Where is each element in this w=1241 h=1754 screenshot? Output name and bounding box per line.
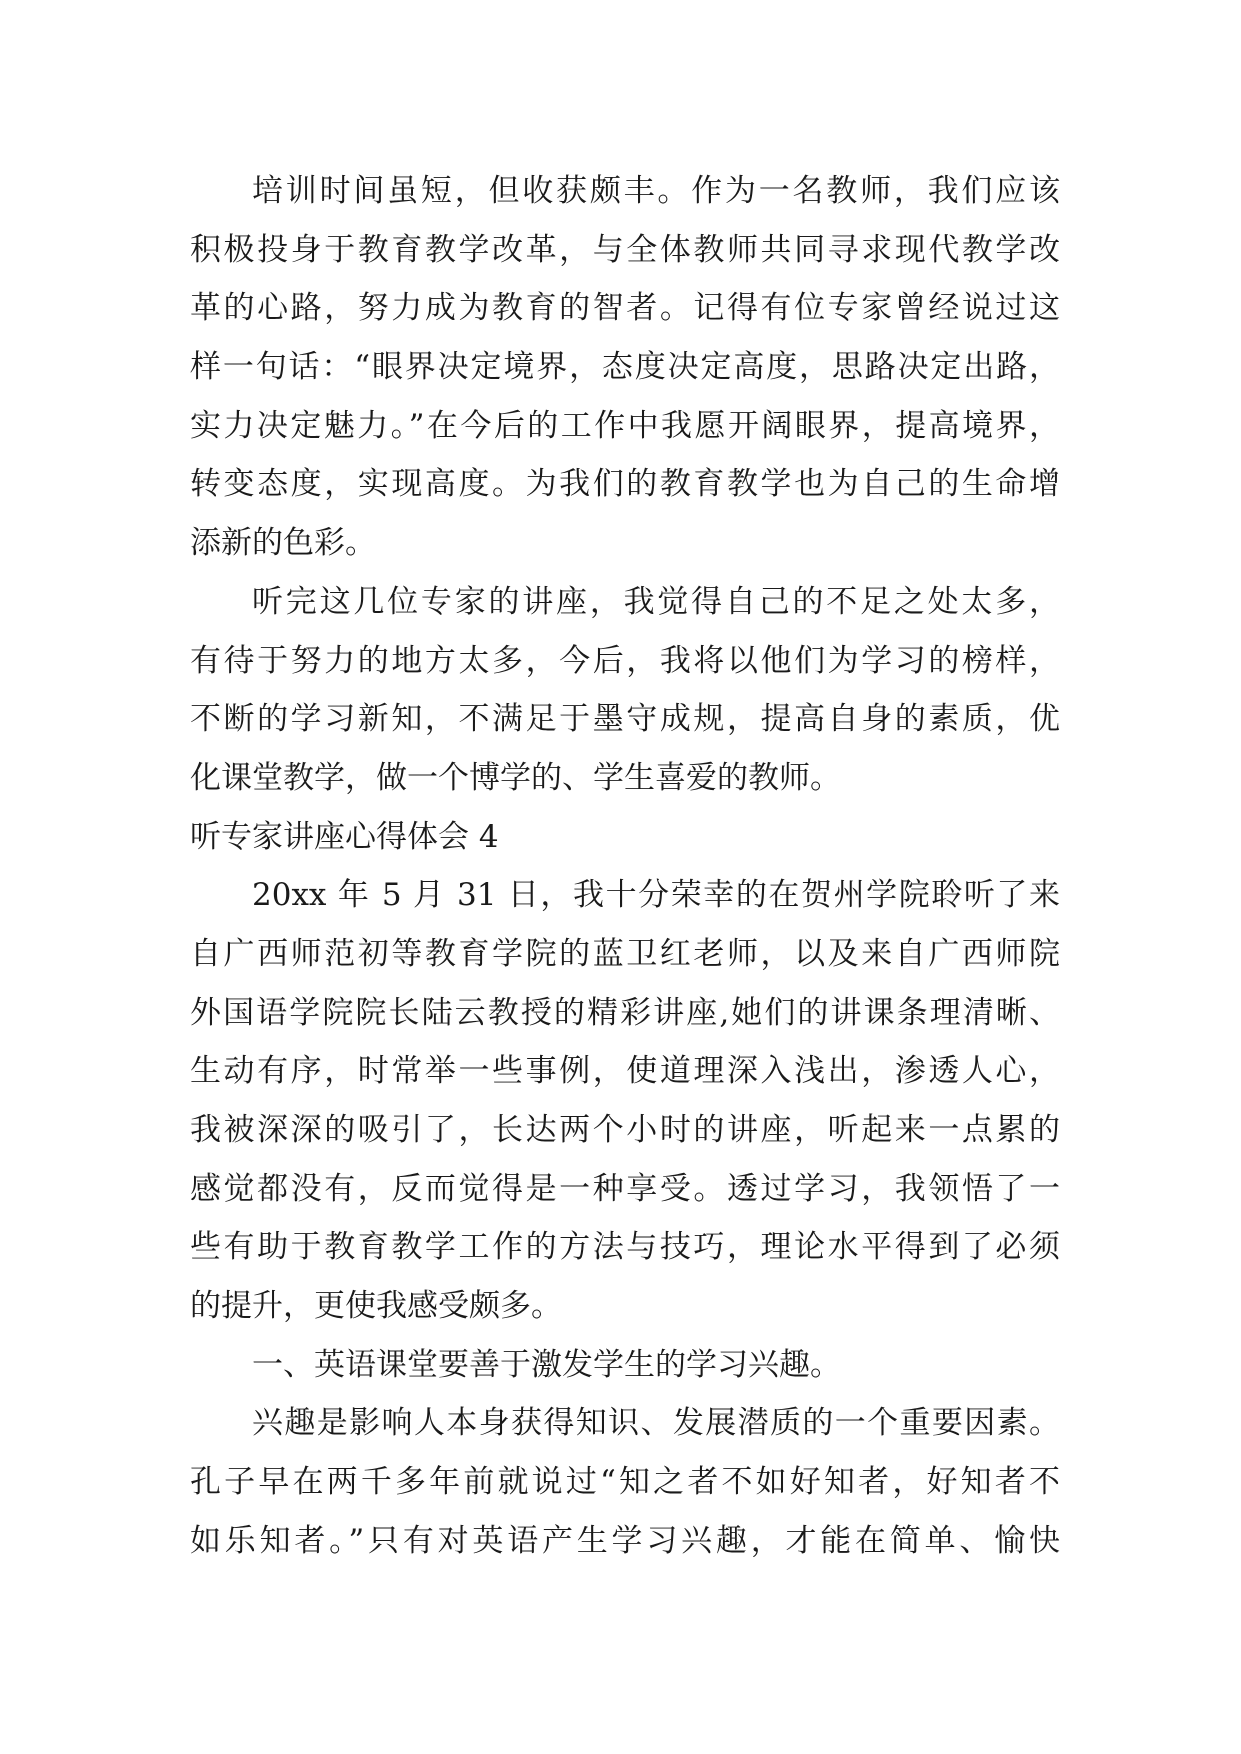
text-line: 如乐知者。”只有对英语产生学习兴趣，才能在简单、愉快 xyxy=(190,1522,1060,1559)
text-line: 不断的学习新知，不满足于墨守成规，提高自身的素质，优 xyxy=(190,701,1060,738)
text-line: 革的心路，努力成为教育的智者。记得有位专家曾经说过这 xyxy=(190,290,1060,327)
text-line: 化课堂教学，做一个博学的、学生喜爱的教师。 xyxy=(190,759,841,796)
text-line: 积极投身于教育教学改革，与全体教师共同寻求现代教学改 xyxy=(190,231,1060,268)
text-line: 听完这几位专家的讲座，我觉得自己的不足之处太多， xyxy=(252,583,1060,620)
text-line: 添新的色彩。 xyxy=(190,525,376,562)
text-line: 些有助于教育教学工作的方法与技巧，理论水平得到了必须 xyxy=(190,1229,1060,1266)
document-body xyxy=(190,162,1060,1571)
text-line: 样一句话：“眼界决定境界，态度决定高度，思路决定出路， xyxy=(190,349,1060,386)
text-line: 的提升，更使我感受颇多。 xyxy=(190,1288,562,1325)
text-line: 我被深深的吸引了，长达两个小时的讲座，听起来一点累的 xyxy=(190,1112,1060,1148)
text-line: 一、英语课堂要善于激发学生的学习兴趣。 xyxy=(252,1346,841,1383)
text-line: 转变态度，实现高度。为我们的教育教学也为自己的生命增 xyxy=(190,466,1060,503)
text-line: 孔子早在两千多年前就说过“知之者不如好知者，好知者不 xyxy=(190,1464,1060,1501)
text-line: 生动有序，时常举一些事例，使道理深入浅出，渗透人心， xyxy=(190,1053,1060,1090)
text-line: 有待于努力的地方太多，今后，我将以他们为学习的榜样， xyxy=(190,642,1060,679)
text-line: 感觉都没有，反而觉得是一种享受。透过学习，我领悟了一 xyxy=(190,1170,1060,1207)
text-line: 听专家讲座心得体会 4 xyxy=(190,818,499,855)
text-line: 20xx 年 5 月 31 日，我十分荣幸的在贺州学院聆听了来 xyxy=(252,877,1060,914)
text-line: 培训时间虽短，但收获颇丰。作为一名教师，我们应该 xyxy=(252,173,1060,209)
text-line: 兴趣是影响人本身获得知识、发展潜质的一个重要因素。 xyxy=(252,1405,1060,1442)
text-line: 实力决定魅力。”在今后的工作中我愿开阔眼界，提高境界， xyxy=(190,407,1060,444)
text-line: 外国语学院院长陆云教授的精彩讲座,她们的讲课条理清晰、 xyxy=(190,994,1060,1031)
text-line: 自广西师范初等教育学院的蓝卫红老师，以及来自广西师院 xyxy=(190,935,1060,972)
